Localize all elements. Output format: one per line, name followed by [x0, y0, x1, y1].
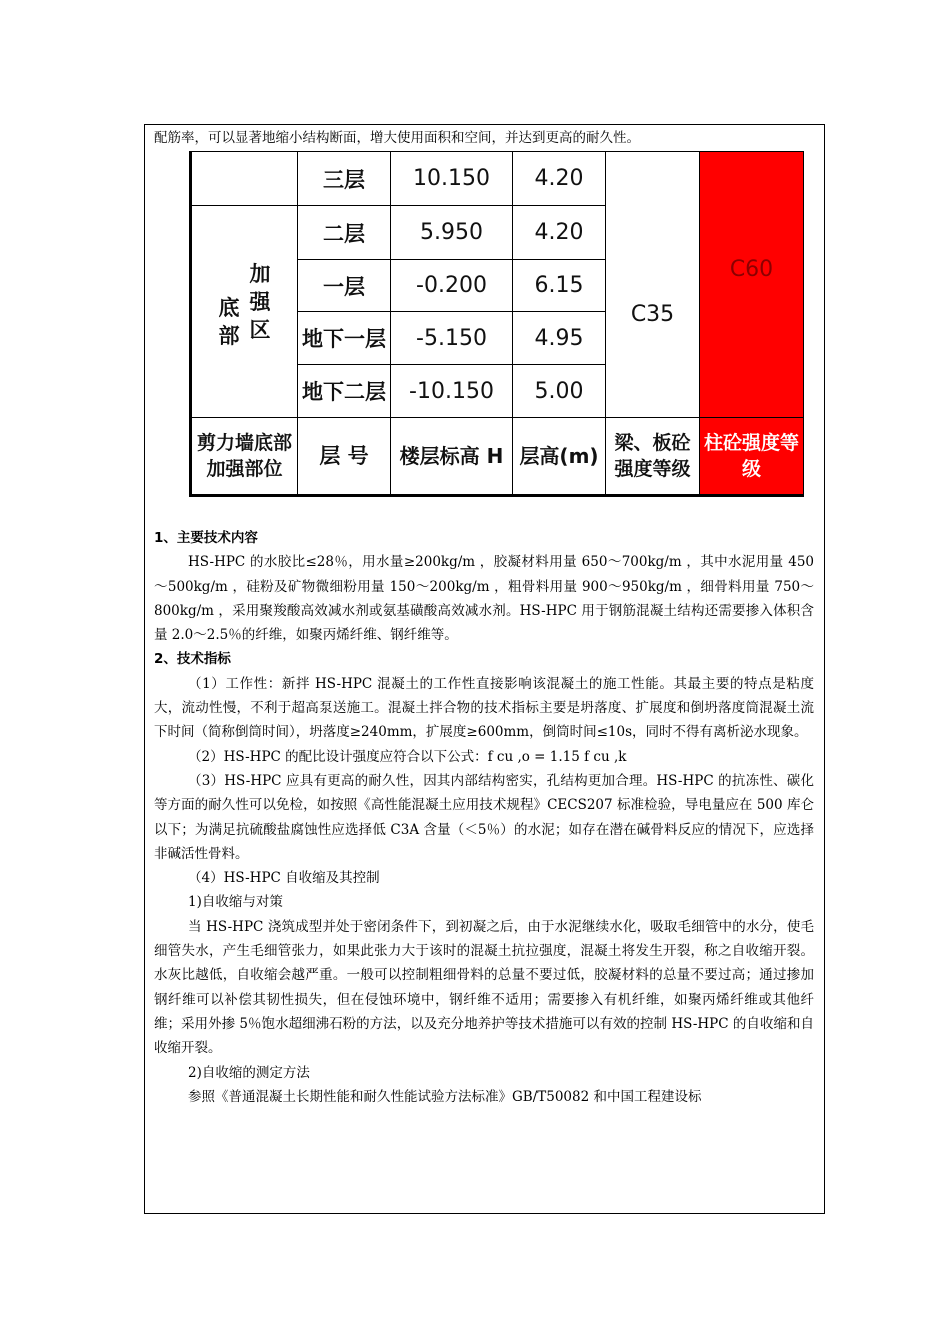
height-cell: 6.15 [513, 260, 606, 312]
floor-cell: 地下一层 [298, 312, 391, 365]
section-2-title: 2、技术指标 [154, 651, 231, 668]
header-column-grade: 柱砼强度等级 [700, 418, 804, 496]
paragraph: 当 HS-HPC 浇筑成型并处于密闭条件下，到初凝之后，由于水泥继续水化，吸取毛细管中的水分，使毛细管失水，产生毛细管张力，如果此张力大于该时的混凝土抗拉强度，混凝土将发生开裂，称之自收缩开裂。水灰比越低，自收缩会越严重。一般可以控制粗细骨料的总量不要过低，胶凝材料的总量不要过高；通过掺加钢纤维可以补偿其韧性损失，但在侵蚀环境中，钢纤维不适用；需要掺入有机纤维，如聚丙烯纤维或其他纤维；采用外掺 5％饱水超细沸石粉的方法，以及充分地养护等技术措施可以有效的控制 HS-HPC 的自收缩和自收缩开裂。 [154, 918, 814, 1057]
column-grade-cell: C60 [700, 152, 804, 418]
empty-cell [191, 152, 298, 206]
elevation-cell: -10.150 [391, 365, 513, 418]
height-cell: 4.20 [513, 206, 606, 260]
elevation-cell: 10.150 [391, 152, 513, 206]
paragraph: （2）HS-HPC 的配比设计强度应符合以下公式：f cu ,o = 1.15 f cu ,k [188, 748, 627, 765]
zone-label-2: 加强区 [249, 261, 271, 342]
table-row [191, 152, 804, 206]
header-wall-zone: 剪力墙底部加强部位 [191, 418, 298, 496]
paragraph: 1)自收缩与对策 [188, 894, 283, 911]
height-cell: 4.20 [513, 152, 606, 206]
body-text [154, 526, 814, 1109]
elevation-cell: -0.200 [391, 260, 513, 312]
floor-cell: 三层 [298, 152, 391, 206]
floor-cell: 二层 [298, 206, 391, 260]
table-header-row [191, 418, 804, 496]
paragraph: 参照《普通混凝土长期性能和耐久性能试验方法标准》GB/T50082 和中国工程建设标 [188, 1088, 702, 1105]
elevation-cell: 5.950 [391, 206, 513, 260]
header-elevation: 楼层标高 H [391, 418, 513, 496]
floor-cell: 地下二层 [298, 365, 391, 418]
zone-label-1: 底部 [218, 295, 240, 348]
floor-cell: 一层 [298, 260, 391, 312]
header-floor: 层 号 [298, 418, 391, 496]
header-beam-grade: 梁、板砼强度等级 [606, 418, 700, 496]
paragraph: （3）HS-HPC 应具有更高的耐久性，因其内部结构密实，孔结构更加合理。HS-HPC 的抗冻性、碳化等方面的耐久性可以免检，如按照《高性能混凝土应用技术规程》CECS207 标准检验，导电量应在 500 库仑以下；为满足抗硫酸盐腐蚀性应选择低 C3A 含量（＜5％）的水泥；如存在潜在碱骨料反应的情况下，应选择非碱活性骨料。 [154, 772, 814, 862]
paragraph: 2)自收缩的测定方法 [188, 1064, 310, 1081]
paragraph: （1）工作性：新拌 HS-HPC 混凝土的工作性直接影响该混凝土的施工性能。其最主要的特点是粘度大，流动性慢，不利于超高泵送施工。混凝土拌合物的技术指标主要是坍落度、扩展度和倒坍落度筒混凝土流下时间（简称倒筒时间），坍落度≥240mm，扩展度≥600mm，倒筒时间≤10s，同时不得有离析泌水现象。 [154, 675, 814, 741]
zone-label-cell [191, 206, 298, 418]
header-height: 层高(m) [513, 418, 606, 496]
floor-grade-table [189, 151, 804, 497]
section-1-title: 1、主要技术内容 [154, 530, 258, 546]
height-cell: 4.95 [513, 312, 606, 365]
paragraph: HS-HPC 的水胶比≤28％，用水量≥200kg/m ，胶凝材料用量 650～700kg/m ，其中水泥用量 450～500kg/m ，硅粉及矿物微细粉用量 150～200kg/m ，粗骨料用量 900～950kg/m ，细骨料用量 750～800kg/m ，采用聚羧酸高效减水剂或氨基磺酸高效减水剂。HS-HPC 用于钢筋混凝土结构还需要掺入体积含量 2.0～2.5％的纤维，如聚丙烯纤维、钢纤维等。 [154, 554, 814, 644]
paragraph: （4）HS-HPC 自收缩及其控制 [188, 870, 380, 887]
beam-grade-cell: C35 [606, 152, 700, 418]
height-cell: 5.00 [513, 365, 606, 418]
intro-line: 配筋率，可以显著地缩小结构断面，增大使用面积和空间，并达到更高的耐久性。 [154, 130, 640, 146]
elevation-cell: -5.150 [391, 312, 513, 365]
